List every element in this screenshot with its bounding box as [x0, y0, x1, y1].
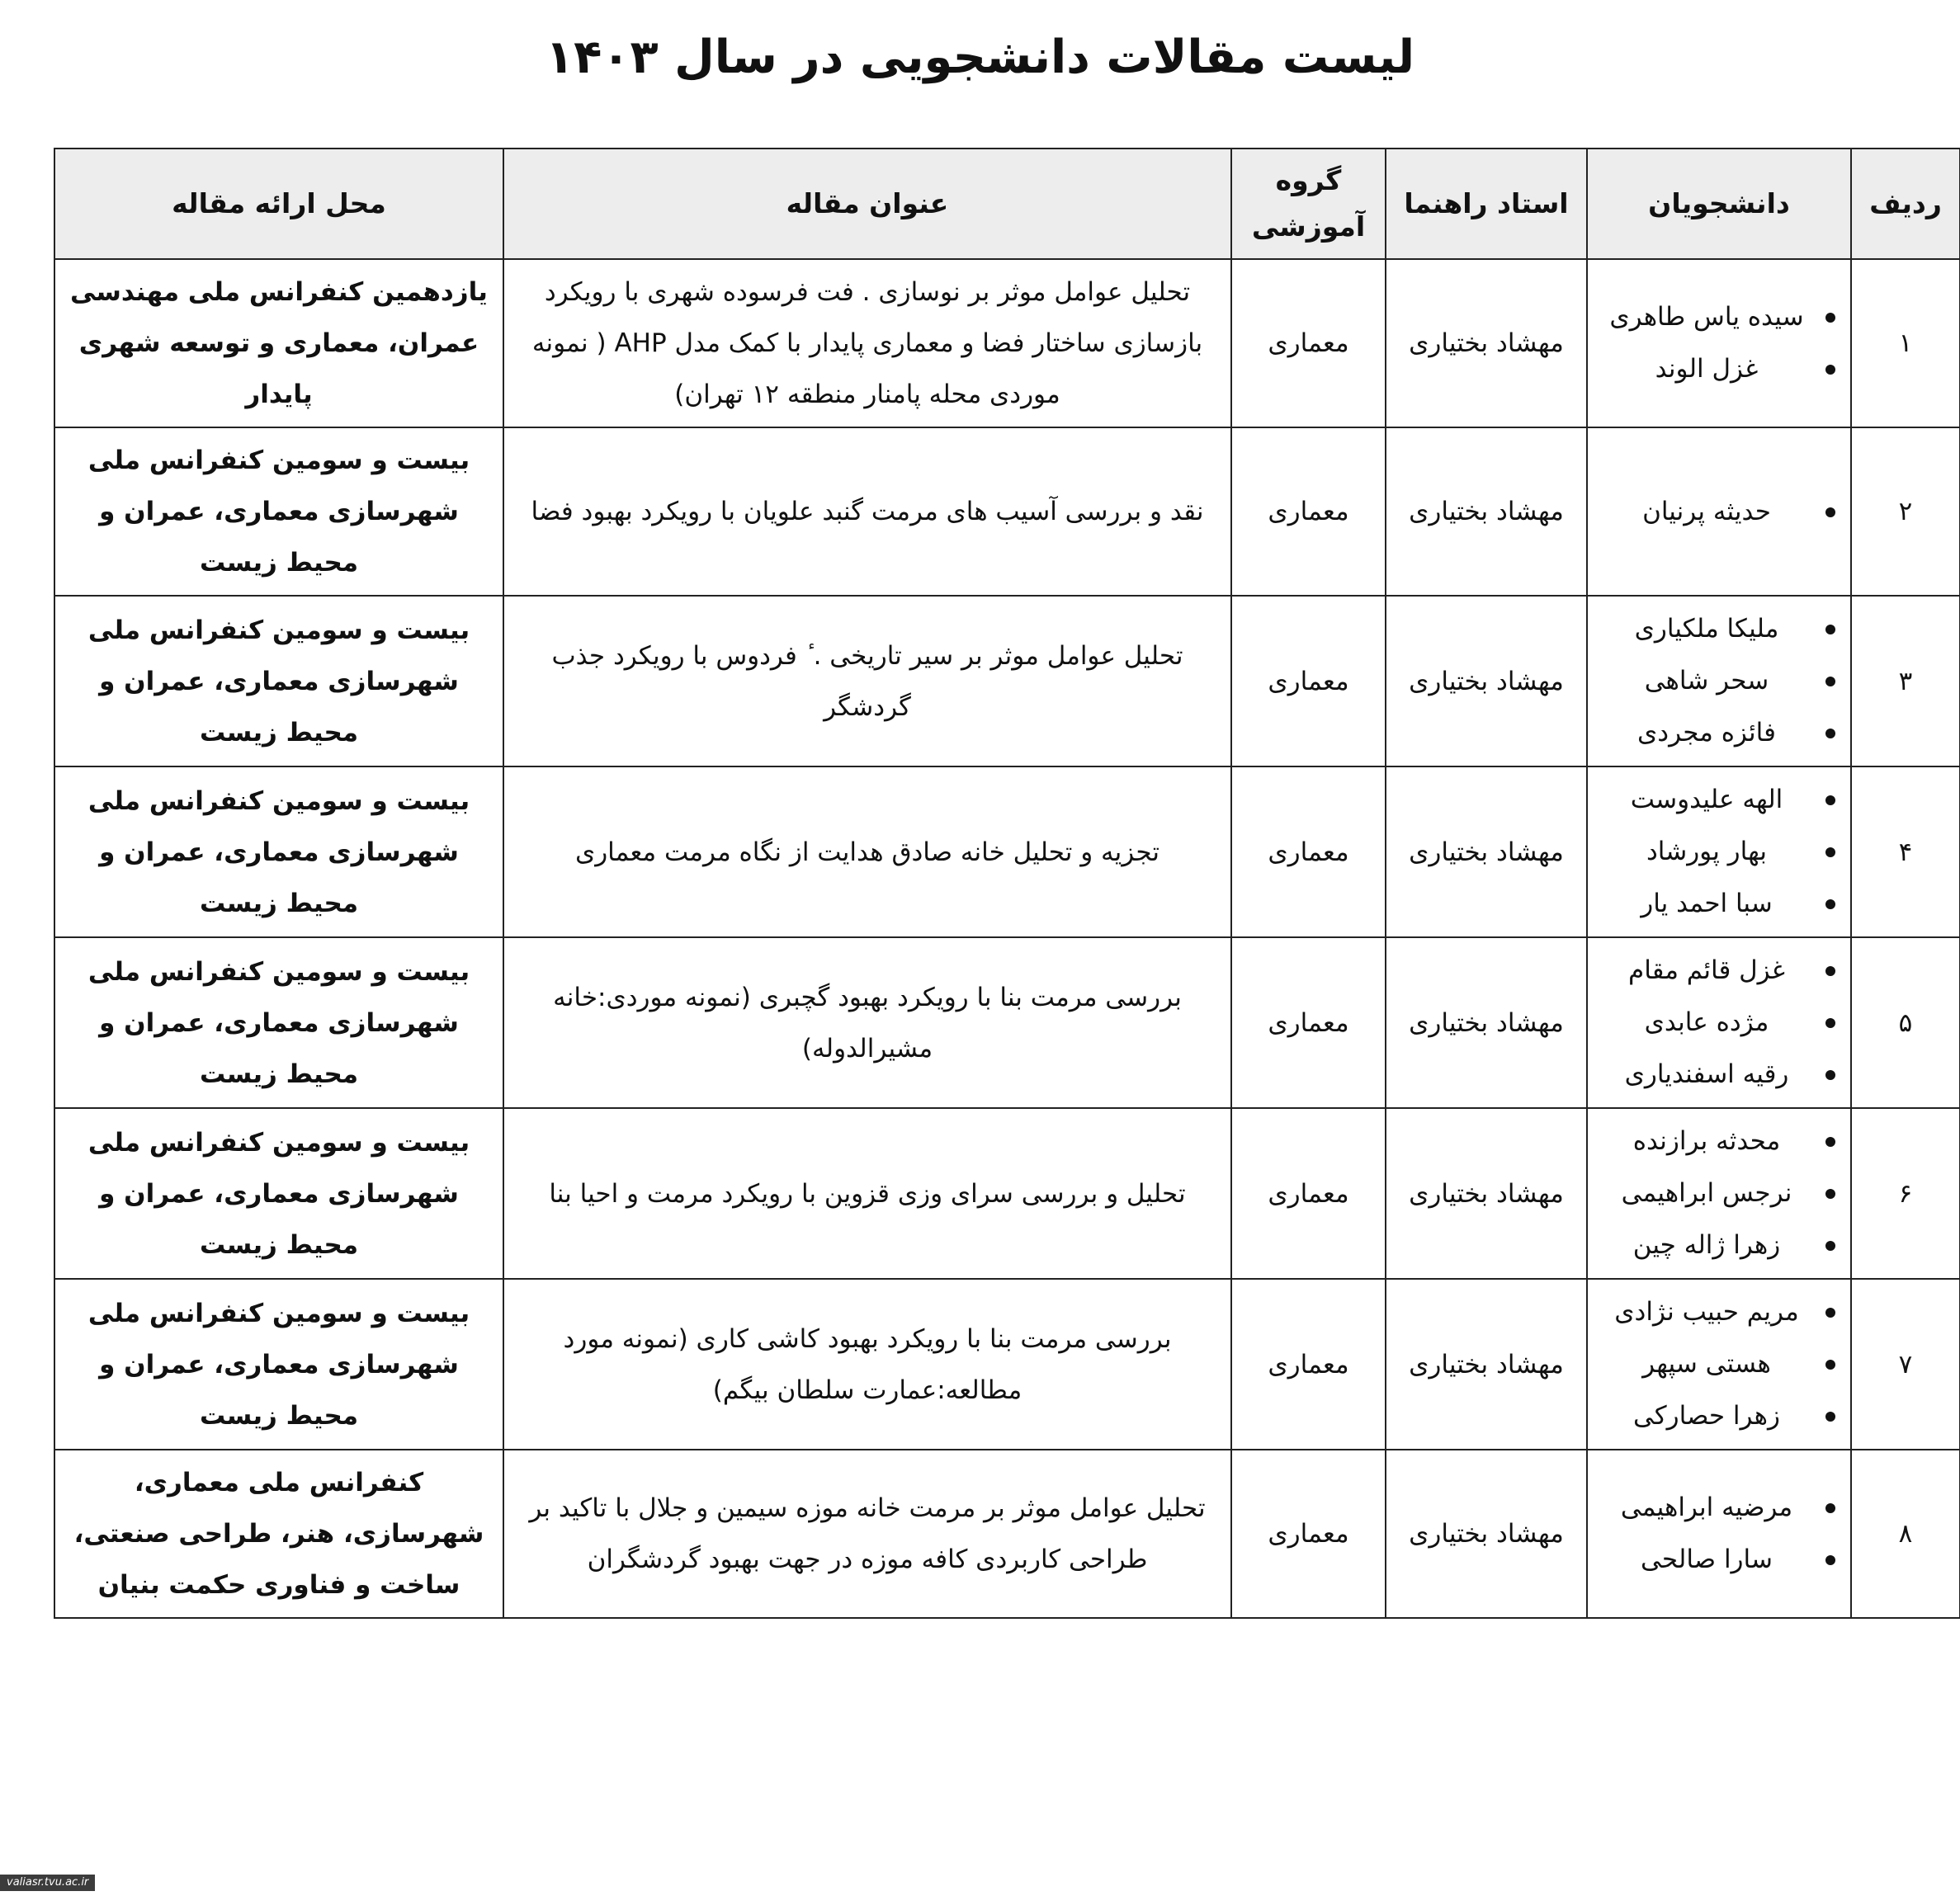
group-cell: معماری — [1231, 1108, 1386, 1279]
table-header-row — [54, 149, 1960, 259]
header-row-number: ردیف — [1851, 149, 1960, 259]
students-cell — [1587, 1108, 1851, 1279]
row-number: ۴ — [1851, 766, 1960, 937]
article-title-cell: تحلیل عوامل موثر بر سیر تاریخی . ٔ فردوس با رویکرد جذب گردشگر — [503, 596, 1231, 766]
student-name: غزل الوند — [1601, 343, 1837, 395]
advisor-cell: مهشاد بختیاری — [1386, 937, 1587, 1108]
student-name: رقیه اسفندیاری — [1601, 1049, 1837, 1101]
group-cell: معماری — [1231, 427, 1386, 596]
student-name: الهه علیدوست — [1601, 774, 1837, 826]
student-name: سحر شاهی — [1601, 655, 1837, 707]
student-name: هستی سپهر — [1601, 1338, 1837, 1390]
article-title-cell: تحلیل عوامل موثر بر نوسازی . فت فرسوده شهری با رویکرد بازسازی ساختار فضا و معماری پایدار با کمک مدل AHP ( نمونه موردی محله پامنار منطقه ۱۲ تهران) — [503, 259, 1231, 427]
student-name: مژده عابدی — [1601, 997, 1837, 1049]
table-row — [54, 427, 1960, 596]
table-row — [54, 1450, 1960, 1618]
article-title-cell: بررسی مرمت بنا با رویکرد بهبود گچبری (نمونه موردی:خانه مشیرالدوله) — [503, 937, 1231, 1108]
students-cell — [1587, 937, 1851, 1108]
venue-cell: بیست و سومین کنفرانس ملی شهرسازی معماری، عمران و محیط زیست — [54, 1279, 503, 1450]
row-number: ۶ — [1851, 1108, 1960, 1279]
venue-cell: کنفرانس ملی معماری، شهرسازی، هنر، طراحی صنعتی، ساخت و فناوری حکمت بنیان — [54, 1450, 503, 1618]
page-title: لیست مقالات دانشجویی در سال ۱۴۰۳ — [545, 31, 1415, 84]
group-cell: معماری — [1231, 1450, 1386, 1618]
group-cell: معماری — [1231, 1279, 1386, 1450]
student-name: حدیثه پرنیان — [1601, 486, 1837, 538]
students-cell — [1587, 596, 1851, 766]
group-cell: معماری — [1231, 596, 1386, 766]
table-row — [54, 596, 1960, 766]
student-list — [1601, 486, 1837, 538]
advisor-cell: مهشاد بختیاری — [1386, 596, 1587, 766]
table-row — [54, 259, 1960, 427]
header-venue: محل ارائه مقاله — [54, 149, 503, 259]
student-list — [1601, 603, 1837, 759]
group-cell: معماری — [1231, 259, 1386, 427]
row-number: ۳ — [1851, 596, 1960, 766]
student-name: نرجس ابراهیمی — [1601, 1167, 1837, 1219]
student-name: ملیکا ملکیاری — [1601, 603, 1837, 655]
header-group: گروه آموزشی — [1231, 149, 1386, 259]
student-name: غزل قائم مقام — [1601, 945, 1837, 997]
row-number: ۵ — [1851, 937, 1960, 1108]
group-cell: معماری — [1231, 937, 1386, 1108]
header-article-title: عنوان مقاله — [503, 149, 1231, 259]
table-row — [54, 1108, 1960, 1279]
table-row — [54, 937, 1960, 1108]
student-list — [1601, 945, 1837, 1101]
student-list — [1601, 774, 1837, 930]
student-name: سبا احمد یار — [1601, 878, 1837, 930]
students-cell — [1587, 766, 1851, 937]
student-list — [1601, 1115, 1837, 1271]
advisor-cell: مهشاد بختیاری — [1386, 427, 1587, 596]
student-name: زهرا حصارکی — [1601, 1390, 1837, 1442]
student-name: محدثه برازنده — [1601, 1115, 1837, 1167]
row-number: ۷ — [1851, 1279, 1960, 1450]
site-watermark: valiasr.tvu.ac.ir — [0, 1875, 95, 1891]
header-students: دانشجویان — [1587, 149, 1851, 259]
advisor-cell: مهشاد بختیاری — [1386, 259, 1587, 427]
student-name: سیده یاس طاهری — [1601, 291, 1837, 343]
table-row — [54, 1279, 1960, 1450]
article-title-cell: بررسی مرمت بنا با رویکرد بهبود کاشی کاری (نمونه مورد مطالعه:عمارت سلطان بیگم) — [503, 1279, 1231, 1450]
advisor-cell: مهشاد بختیاری — [1386, 1450, 1587, 1618]
table-row — [54, 766, 1960, 937]
article-title-cell: نقد و بررسی آسیب های مرمت گنبد علویان با رویکرد بهبود فضا — [503, 427, 1231, 596]
student-name: مریم حبیب نژادی — [1601, 1286, 1837, 1338]
students-cell — [1587, 1450, 1851, 1618]
article-title-cell: تحلیل عوامل موثر بر مرمت خانه موزه سیمین و جلال با تاکید بر طراحی کاربردی کافه موزه در جهت بهبود گردشگران — [503, 1450, 1231, 1618]
group-cell: معماری — [1231, 766, 1386, 937]
row-number: ۱ — [1851, 259, 1960, 427]
advisor-cell: مهشاد بختیاری — [1386, 766, 1587, 937]
articles-table — [54, 148, 1960, 1619]
advisor-cell: مهشاد بختیاری — [1386, 1108, 1587, 1279]
student-list — [1601, 291, 1837, 395]
article-title-cell: تحلیل و بررسی سرای وزی قزوین با رویکرد مرمت و احیا بنا — [503, 1108, 1231, 1279]
venue-cell: بیست و سومین کنفرانس ملی شهرسازی معماری، عمران و محیط زیست — [54, 596, 503, 766]
venue-cell: یازدهمین کنفرانس ملی مهندسی عمران، معماری و توسعه شهری پایدار — [54, 259, 503, 427]
row-number: ۸ — [1851, 1450, 1960, 1618]
venue-cell: بیست و سومین کنفرانس ملی شهرسازی معماری، عمران و محیط زیست — [54, 937, 503, 1108]
article-title-cell: تجزیه و تحلیل خانه صادق هدایت از نگاه مرمت معماری — [503, 766, 1231, 937]
student-name: مرضیه ابراهیمی — [1601, 1482, 1837, 1534]
student-name: زهرا ژاله چین — [1601, 1219, 1837, 1271]
venue-cell: بیست و سومین کنفرانس ملی شهرسازی معماری، عمران و محیط زیست — [54, 1108, 503, 1279]
student-name: سارا صالحی — [1601, 1534, 1837, 1586]
header-advisor: استاد راهنما — [1386, 149, 1587, 259]
student-list — [1601, 1286, 1837, 1442]
venue-cell: بیست و سومین کنفرانس ملی شهرسازی معماری، عمران و محیط زیست — [54, 766, 503, 937]
student-name: بهار پورشاد — [1601, 826, 1837, 878]
row-number: ۲ — [1851, 427, 1960, 596]
student-list — [1601, 1482, 1837, 1586]
students-cell — [1587, 1279, 1851, 1450]
students-cell — [1587, 259, 1851, 427]
venue-cell: بیست و سومین کنفرانس ملی شهرسازی معماری، عمران و محیط زیست — [54, 427, 503, 596]
advisor-cell: مهشاد بختیاری — [1386, 1279, 1587, 1450]
student-name: فائزه مجردی — [1601, 707, 1837, 759]
students-cell — [1587, 427, 1851, 596]
